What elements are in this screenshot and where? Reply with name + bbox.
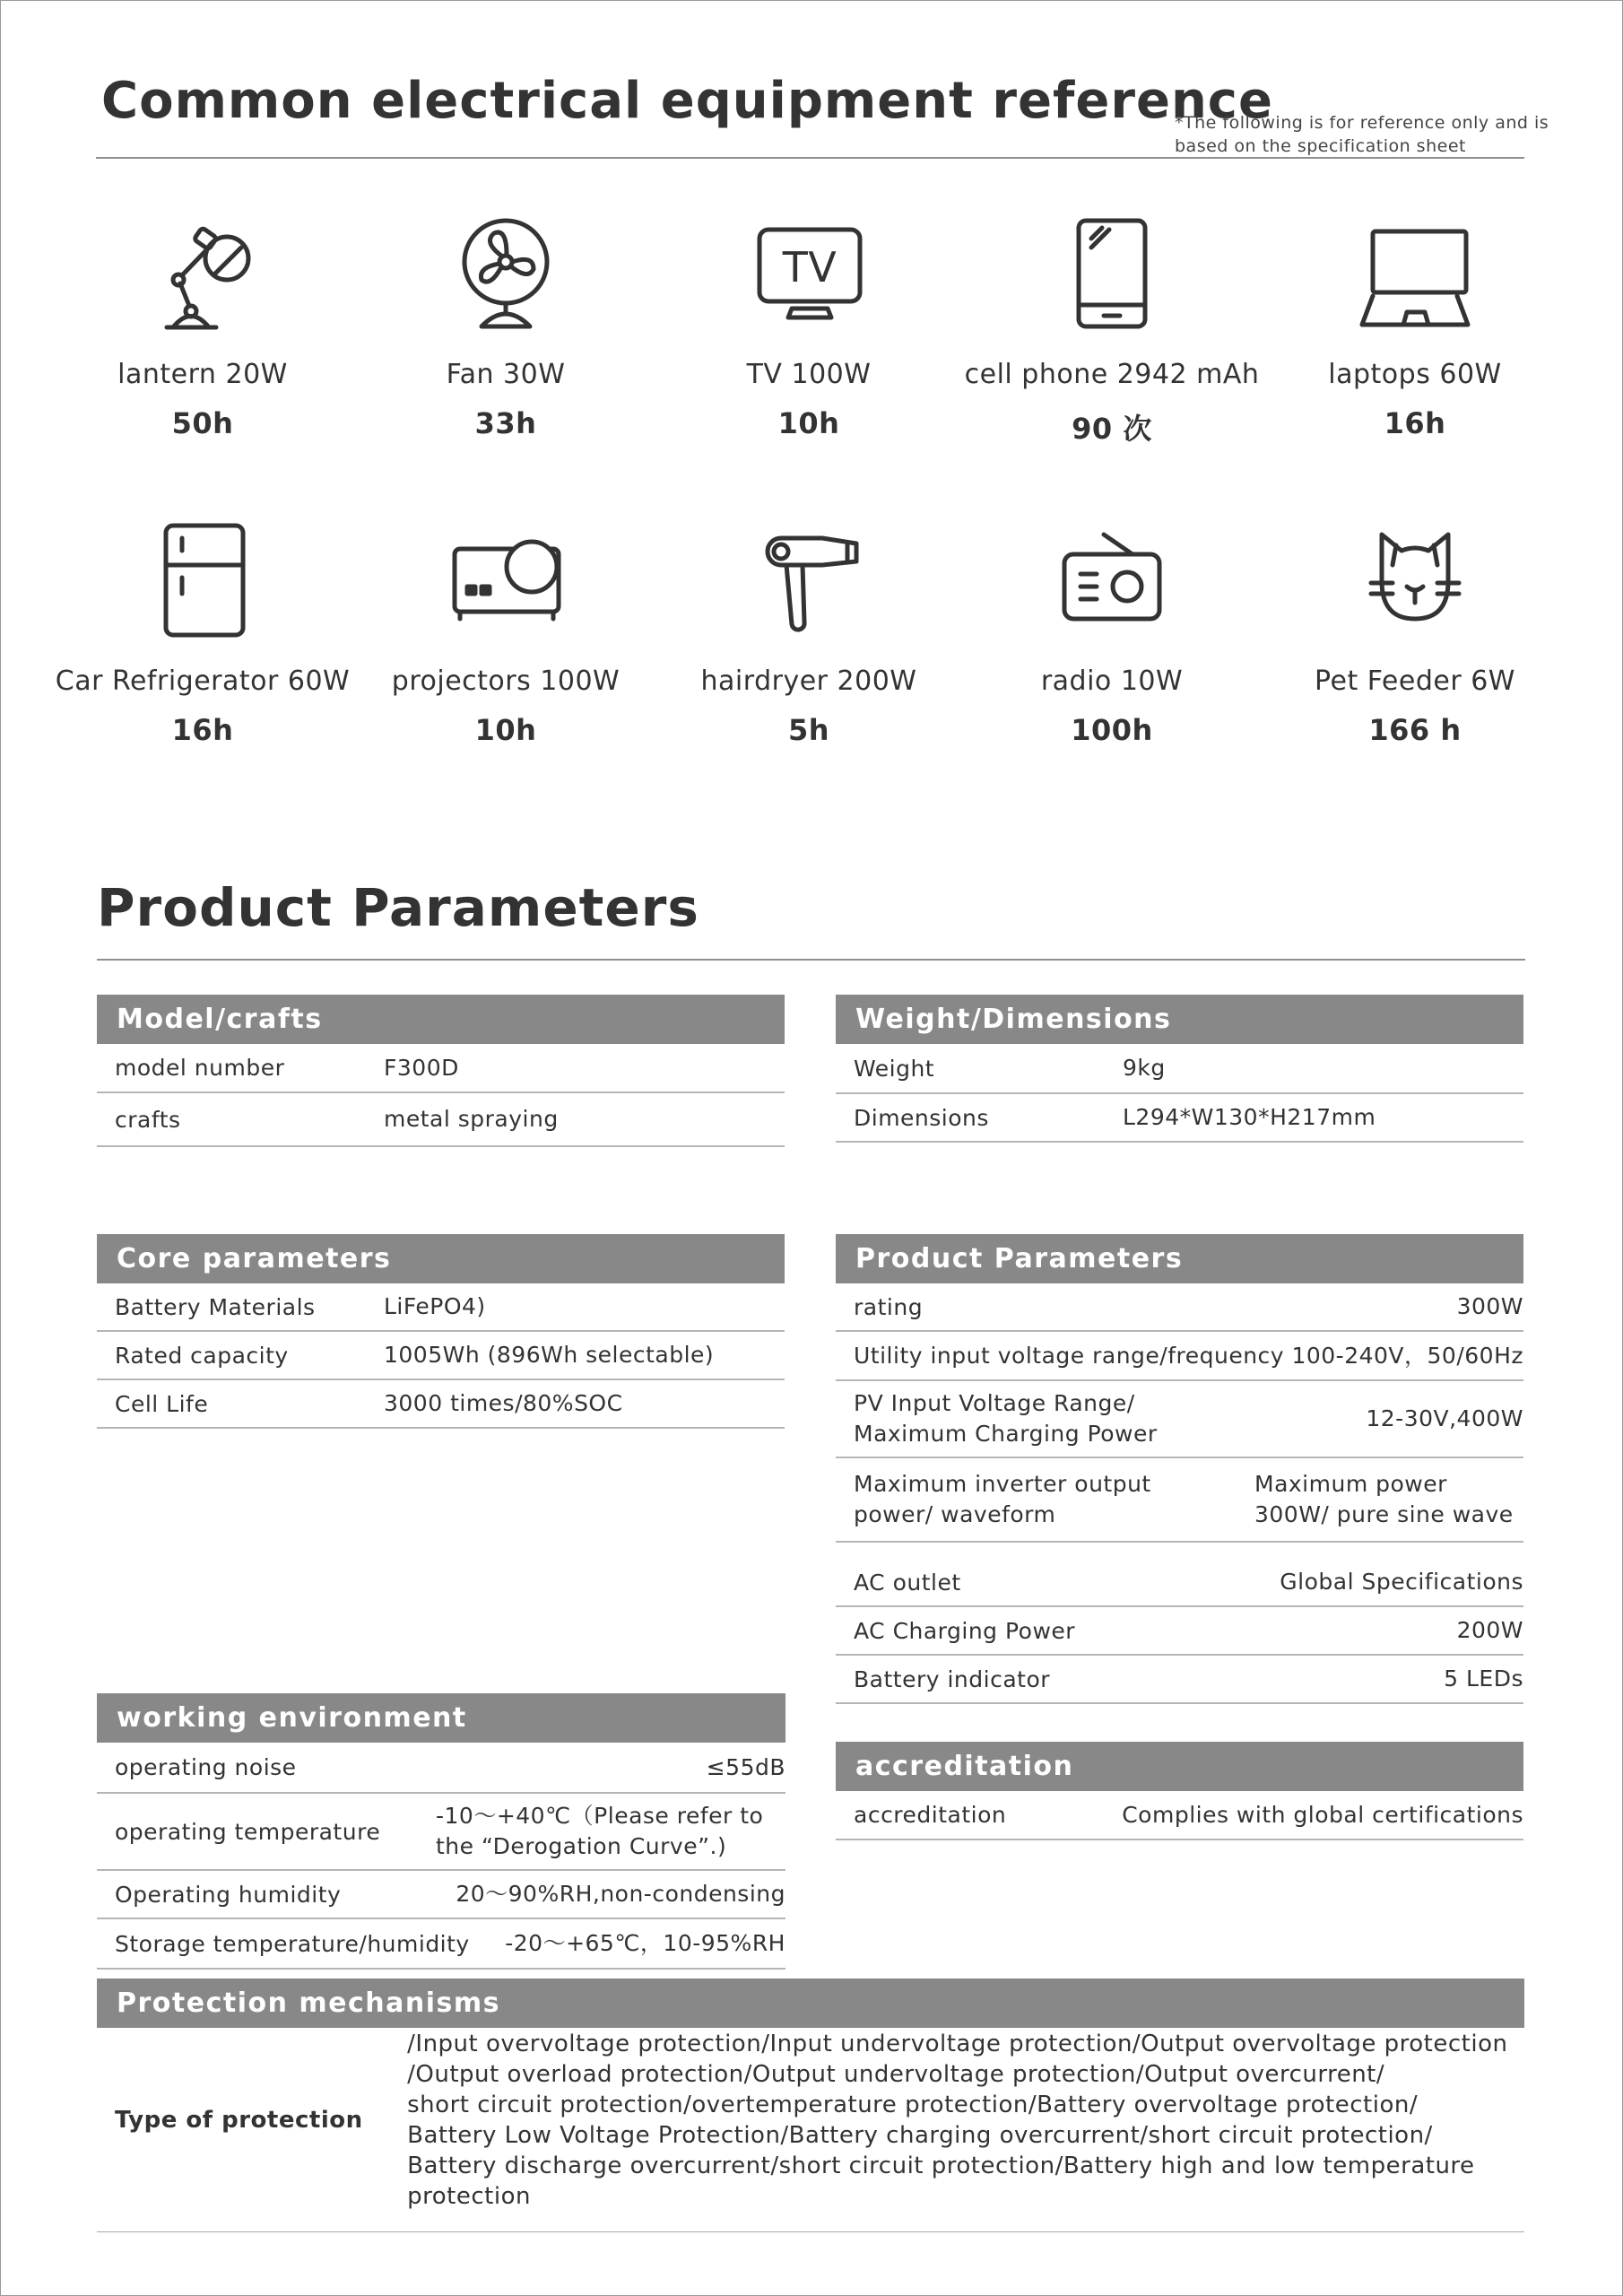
row-value: 5 LEDs [1444,1665,1523,1692]
row-value: -20～+65℃，10-95%RH [505,1930,785,1956]
projector-icon [447,522,564,639]
table-row [836,1543,1523,1607]
hairdryer-icon [751,522,867,639]
device-name: Pet Feeder 6W [1315,665,1515,697]
pet-feeder-icon [1357,522,1473,639]
section-heading: Weight/Dimensions [836,995,1523,1044]
radio-icon [1054,522,1170,639]
row-label: Rated capacity [115,1342,289,1369]
laptop-icon [1357,215,1473,332]
device-runtime: 100h [1071,713,1153,747]
row-value: metal spraying [384,1106,559,1132]
row-label: Utility input voltage range/frequency [854,1343,1285,1369]
table-row [97,1380,785,1429]
row-value: 300W [1456,1293,1523,1319]
device-lantern [50,215,355,440]
section-core [97,1234,785,1429]
row-value: Maximum power 300W/ pure sine wave [1254,1471,1514,1527]
table-row [836,1044,1523,1094]
device-fan [353,215,658,440]
row-label: Cell Life [115,1390,209,1417]
device-runtime: 90 次 [1072,412,1152,446]
row-label: crafts [115,1106,181,1133]
row-value: -10～+40℃（Please refer to the “Derogation Curve”.) [436,1803,764,1859]
table-row [836,1607,1523,1656]
tv-icon-label: TV [782,243,838,291]
desk-lamp-icon [144,215,261,332]
table-row [836,1094,1523,1143]
row-label: PV Input Voltage Range/ Maximum Charging Power [854,1390,1158,1447]
device-runtime: 166 h [1368,713,1462,747]
device-name: lantern 20W [117,359,288,390]
section-weight [836,995,1523,1143]
reference-title: Common electrical equipment reference [101,72,1273,130]
row-label: Operating humidity [115,1881,342,1908]
table-row [97,1871,785,1919]
table-row [836,1381,1523,1458]
section-product [836,1234,1523,1704]
params-rule [97,959,1525,961]
device-cell-phone [959,215,1264,448]
device-pet-feeder [1263,522,1567,747]
table-row [836,1283,1523,1332]
row-label: AC outlet [854,1569,961,1596]
section-model [97,995,785,1147]
section-environment [97,1693,785,1970]
row-value: F300D [384,1054,459,1081]
row-value: ≤55dB [706,1753,785,1780]
cell-phone-icon [1054,215,1170,332]
device-radio [959,522,1264,747]
row-label: rating [854,1293,924,1320]
row-label: accreditation [854,1802,1007,1828]
row-label: operating noise [115,1754,297,1780]
row-label: Type of protection [115,2107,363,2134]
table-row [97,1743,785,1794]
table-row [97,1044,785,1093]
reference-note: *The following is for reference only and is based on the specification sheet [1175,113,1549,156]
row-label: AC Charging Power [854,1617,1076,1644]
row-value: L294*W130*H217mm [1123,1104,1376,1130]
table-row [97,1919,785,1970]
device-runtime: 5h [787,713,830,747]
row-label: Storage temperature/humidity [115,1930,470,1957]
table-row [97,1283,785,1332]
bottom-rule [97,2231,1524,2232]
refrigerator-icon [144,522,261,639]
section-heading: Core parameters [97,1234,785,1283]
section-heading: Model/crafts [97,995,785,1044]
row-label: Battery indicator [854,1665,1051,1692]
section-heading: Protection mechanisms [97,1979,1524,2028]
table-row [97,1332,785,1380]
device-name: Fan 30W [446,359,566,390]
row-label: Weight [854,1055,935,1082]
device-projector [353,522,658,747]
row-value: 200W [1456,1617,1523,1643]
row-value: Complies with global certifications [1122,1801,1523,1828]
device-runtime: 10h [777,406,840,440]
protection-row [97,2028,1524,2209]
table-row [836,1458,1523,1543]
device-runtime: 50h [171,406,234,440]
device-name: Car Refrigerator 60W [55,665,351,697]
row-value: LiFePO4) [384,1293,486,1319]
row-label: model number [115,1055,285,1081]
table-row [836,1332,1523,1381]
row-value: 9kg [1123,1055,1166,1081]
device-laptop [1263,215,1567,440]
fan-icon [447,215,564,332]
device-runtime: 16h [1384,406,1446,440]
table-row [97,1093,785,1147]
device-runtime: 10h [474,713,537,747]
device-name: TV 100W [746,359,872,390]
section-heading: working environment [97,1693,785,1743]
row-value: /Input overvoltage protection/Input undervoltage protection/Output overvoltage protection /Output overload protection/Output undervoltage protection/Output overcurrent/ short circuit protection/overtemperature protection/Battery overvoltage protection/ Battery Low Voltage Protection/Battery charging overcurrent/short circuit protection/ Battery discharge overcurrent/short circuit protection/Battery high and low temperature protection [407,2031,1508,2210]
device-car-refrigerator [50,522,355,747]
device-name: projectors 100W [391,665,621,697]
tv-icon [751,215,867,332]
section-protection [97,1979,1524,2209]
table-row [97,1794,785,1871]
row-label: operating temperature [115,1818,381,1845]
params-title: Product Parameters [97,877,699,938]
table-row [836,1791,1523,1840]
table-row [836,1656,1523,1704]
device-name: cell phone 2942 mAh [964,359,1260,390]
device-name: radio 10W [1040,665,1184,697]
header-rule [96,157,1524,159]
row-value: 1005Wh (896Wh selectable) [384,1342,715,1368]
row-value: 12-30V,400W [1366,1405,1523,1431]
device-runtime: 33h [474,406,537,440]
row-value: Global Specifications [1280,1569,1523,1595]
row-label: Battery Materials [115,1293,316,1320]
row-value: 20～90%RH,non-condensing [456,1881,785,1907]
row-value: 100-240V，50/60Hz [1291,1342,1523,1369]
device-runtime: 16h [171,713,234,747]
row-label: Maximum inverter output power/ waveform [854,1471,1151,1527]
section-accreditation [836,1742,1523,1840]
row-label: Dimensions [854,1104,989,1131]
device-name: hairdryer 200W [700,665,917,697]
section-heading: Product Parameters [836,1234,1523,1283]
row-value: 3000 times/80%SOC [384,1390,623,1416]
section-heading: accreditation [836,1742,1523,1791]
device-name: laptops 60W [1328,359,1502,390]
device-hairdryer [656,522,961,747]
device-tv [656,215,961,440]
